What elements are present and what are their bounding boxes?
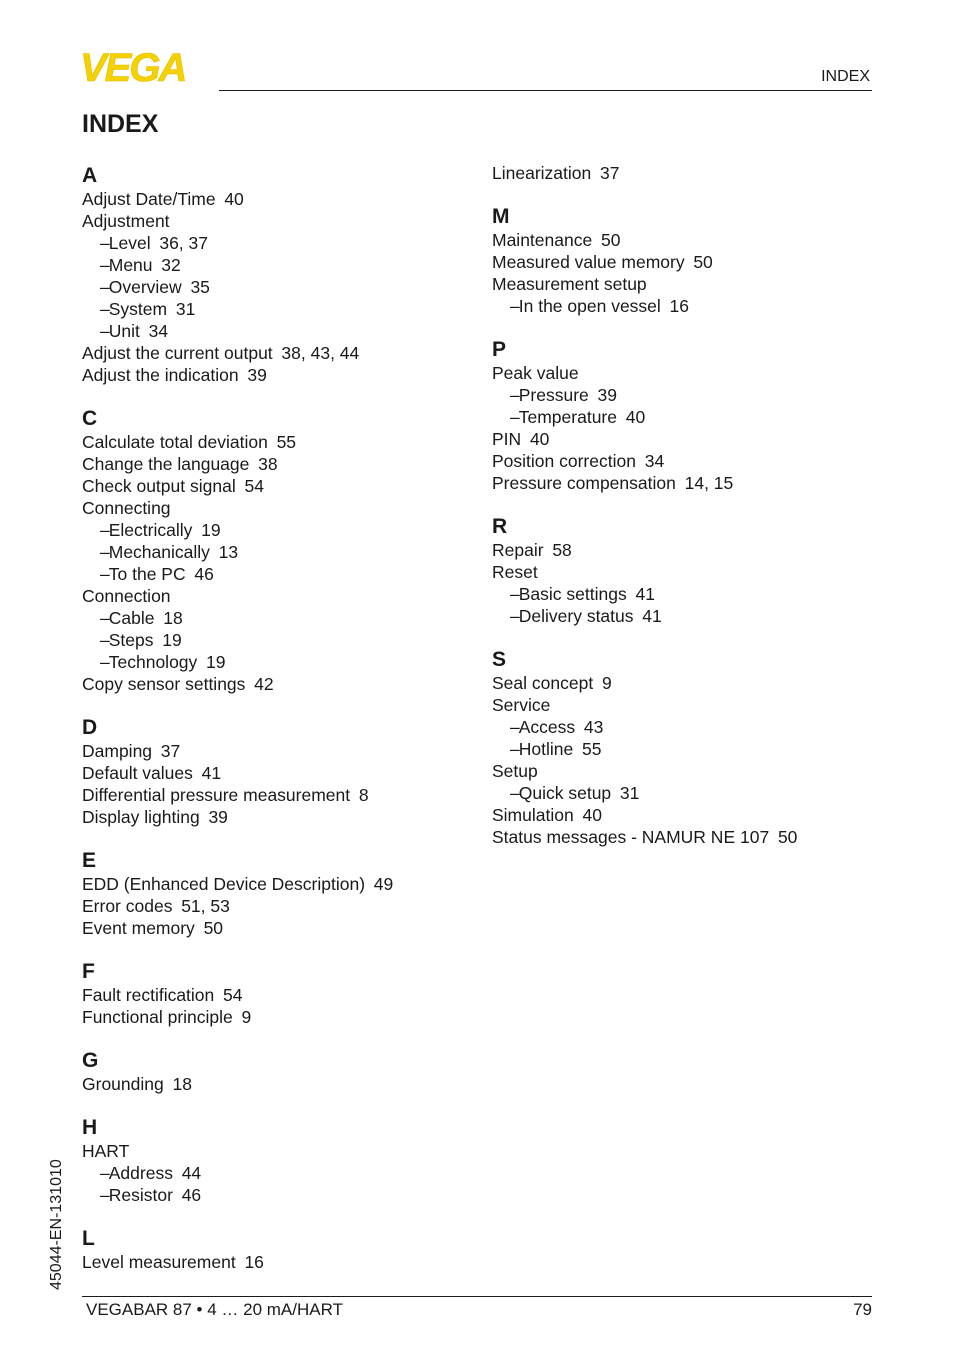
subentry-dash: – xyxy=(100,1163,110,1183)
vega-logo xyxy=(80,50,212,84)
entry-page-refs: 43 xyxy=(583,717,604,737)
index-subentry xyxy=(82,298,482,320)
index-letter-heading: E xyxy=(82,849,97,872)
subentry-dash: – xyxy=(510,407,520,427)
index-letter-heading: C xyxy=(82,407,98,430)
index-letter-heading: D xyxy=(82,716,98,739)
footer-page-number: 79 xyxy=(853,1300,872,1319)
index-subentry xyxy=(82,276,482,298)
subentry-dash: – xyxy=(510,296,520,316)
index-entry xyxy=(82,895,482,917)
index-entry xyxy=(82,1073,482,1095)
index-letter-heading: G xyxy=(82,1049,99,1072)
entry-term: Level xyxy=(108,233,151,253)
entry-term: Menu xyxy=(108,255,153,275)
entry-term: Reset xyxy=(492,562,538,582)
index-group xyxy=(82,1227,482,1273)
index-entry xyxy=(492,672,892,694)
index-entry xyxy=(82,784,482,806)
entry-term: Display lighting xyxy=(82,807,200,827)
index-column-right xyxy=(492,162,892,869)
entry-page-refs: 37 xyxy=(160,741,181,761)
entry-term: To the PC xyxy=(108,564,186,584)
entry-term: Functional principle xyxy=(82,1007,233,1027)
subentry-dash: – xyxy=(510,717,520,737)
index-subentry xyxy=(82,320,482,342)
index-entry xyxy=(82,364,482,386)
index-letter-heading: H xyxy=(82,1116,98,1139)
entry-term: Connecting xyxy=(82,498,171,518)
entry-term: Measured value memory xyxy=(492,252,685,272)
entry-term: Quick setup xyxy=(518,783,612,803)
index-entry xyxy=(82,1140,482,1162)
subentry-dash: – xyxy=(100,277,110,297)
subentry-dash: – xyxy=(100,299,110,319)
entry-term: Level measurement xyxy=(82,1252,236,1272)
subentry-dash: – xyxy=(510,739,520,759)
entry-page-refs: 42 xyxy=(254,674,274,694)
page-title: INDEX xyxy=(82,110,159,138)
entry-term: Maintenance xyxy=(492,230,593,250)
entry-page-refs: 44 xyxy=(181,1163,202,1183)
index-entry xyxy=(82,453,482,475)
entry-term: Access xyxy=(518,717,576,737)
entry-term: Electrically xyxy=(108,520,193,540)
entry-page-refs: 49 xyxy=(373,874,394,894)
entry-page-refs: 16 xyxy=(669,296,690,316)
header-divider xyxy=(219,90,872,91)
entry-term: Simulation xyxy=(492,805,574,825)
index-letter-heading: R xyxy=(492,515,508,538)
logo-wordmark: VEGA xyxy=(80,50,186,84)
subentry-dash: – xyxy=(100,608,110,628)
index-entry xyxy=(492,826,892,848)
entry-page-refs: 13 xyxy=(218,542,239,562)
document-code: 45044-EN-131010 xyxy=(48,1159,65,1290)
footer-divider xyxy=(82,1296,872,1297)
index-group xyxy=(82,960,482,1028)
entry-term: Unit xyxy=(108,321,140,341)
entry-page-refs: 35 xyxy=(190,277,210,297)
entry-term: Default values xyxy=(82,763,193,783)
entry-term: Overview xyxy=(108,277,182,297)
entry-term: Event memory xyxy=(82,918,195,938)
entry-page-refs: 58 xyxy=(552,540,572,560)
index-letter-heading: S xyxy=(492,648,507,671)
index-group xyxy=(82,407,482,695)
entry-term: Position correction xyxy=(492,451,636,471)
entry-page-refs: 9 xyxy=(241,1007,252,1027)
index-entry xyxy=(82,188,482,210)
entry-page-refs: 18 xyxy=(172,1074,192,1094)
index-entry xyxy=(82,740,482,762)
index-entry xyxy=(82,497,482,519)
index-entry xyxy=(492,760,892,782)
index-entry xyxy=(82,342,482,364)
entry-page-refs: 54 xyxy=(244,476,264,496)
index-entry xyxy=(492,162,892,184)
index-entry xyxy=(82,673,482,695)
entry-page-refs: 39 xyxy=(597,385,617,405)
entry-page-refs: 50 xyxy=(600,230,621,250)
index-subentry xyxy=(492,716,892,738)
subentry-dash: – xyxy=(100,321,110,341)
subentry-dash: – xyxy=(510,584,520,604)
entry-page-refs: 38 xyxy=(258,454,278,474)
index-subentry xyxy=(82,541,482,563)
subentry-dash: – xyxy=(100,520,110,540)
entry-term: Hotline xyxy=(518,739,574,759)
entry-term: Pressure compensation xyxy=(492,473,676,493)
index-subentry xyxy=(82,651,482,673)
subentry-dash: – xyxy=(100,255,110,275)
index-letter-heading: L xyxy=(82,1227,95,1250)
index-subentry xyxy=(82,232,482,254)
entry-term: Error codes xyxy=(82,896,173,916)
entry-term: Steps xyxy=(108,630,154,650)
subentry-dash: – xyxy=(100,652,110,672)
index-entry xyxy=(82,984,482,1006)
index-subentry xyxy=(492,295,892,317)
index-entry xyxy=(492,251,892,273)
entry-page-refs: 16 xyxy=(244,1252,264,1272)
index-entry xyxy=(492,273,892,295)
entry-page-refs: 37 xyxy=(599,163,620,183)
index-subentry xyxy=(82,519,482,541)
index-subentry xyxy=(492,384,892,406)
entry-term: Adjustment xyxy=(82,211,170,231)
entry-page-refs: 41 xyxy=(635,584,655,604)
index-subentry xyxy=(492,406,892,428)
entry-term: Linearization xyxy=(492,163,592,183)
entry-page-refs: 51, 53 xyxy=(181,896,230,916)
index-subentry xyxy=(492,782,892,804)
entry-term: System xyxy=(108,299,168,319)
subentry-dash: – xyxy=(100,630,110,650)
index-group xyxy=(82,164,482,386)
index-entry xyxy=(492,229,892,251)
index-entry xyxy=(492,694,892,716)
index-group xyxy=(82,1049,482,1095)
entry-term: Mechanically xyxy=(108,542,210,562)
entry-page-refs: 50 xyxy=(203,918,224,938)
subentry-dash: – xyxy=(100,542,110,562)
index-subentry xyxy=(82,254,482,276)
entry-page-refs: 36, 37 xyxy=(159,233,208,253)
index-group xyxy=(492,648,892,848)
index-entry xyxy=(82,806,482,828)
entry-page-refs: 41 xyxy=(642,606,662,626)
index-entry xyxy=(82,210,482,232)
index-entry xyxy=(492,450,892,472)
entry-term: Resistor xyxy=(108,1185,173,1205)
entry-term: In the open vessel xyxy=(518,296,661,316)
entry-page-refs: 34 xyxy=(644,451,665,471)
entry-term: Pressure xyxy=(518,385,589,405)
index-letter-heading: F xyxy=(82,960,95,983)
index-subentry xyxy=(82,607,482,629)
index-entry xyxy=(492,472,892,494)
entry-term: Damping xyxy=(82,741,153,761)
entry-page-refs: 9 xyxy=(601,673,612,693)
entry-page-refs: 38, 43, 44 xyxy=(281,343,360,363)
index-entry xyxy=(492,428,892,450)
entry-page-refs: 32 xyxy=(161,255,181,275)
entry-term: Connection xyxy=(82,586,171,606)
entry-term: EDD (Enhanced Device Description) xyxy=(82,874,366,894)
entry-term: Fault rectification xyxy=(82,985,215,1005)
index-subentry xyxy=(82,629,482,651)
entry-term: Peak value xyxy=(492,363,579,383)
entry-term: Calculate total deviation xyxy=(82,432,268,452)
index-entry xyxy=(492,362,892,384)
footer-product-name: VEGABAR 87 • 4 … 20 mA/HART xyxy=(86,1300,343,1319)
entry-page-refs: 19 xyxy=(206,652,226,672)
entry-page-refs: 55 xyxy=(276,432,297,452)
entry-page-refs: 14, 15 xyxy=(684,473,734,493)
entry-term: Differential pressure measurement xyxy=(82,785,351,805)
entry-page-refs: 54 xyxy=(223,985,243,1005)
entry-page-refs: 39 xyxy=(247,365,267,385)
index-entry xyxy=(82,917,482,939)
subentry-dash: – xyxy=(100,233,110,253)
entry-term: Cable xyxy=(108,608,155,628)
entry-page-refs: 18 xyxy=(163,608,183,628)
entry-term: Status messages - NAMUR NE 107 xyxy=(492,827,770,847)
entry-term: Adjust the indication xyxy=(82,365,239,385)
entry-page-refs: 31 xyxy=(175,299,196,319)
index-entry xyxy=(82,1006,482,1028)
index-entry xyxy=(492,539,892,561)
entry-term: Setup xyxy=(492,761,538,781)
index-group xyxy=(82,1116,482,1206)
index-subentry xyxy=(82,1184,482,1206)
entry-page-refs: 41 xyxy=(201,763,222,783)
index-entry xyxy=(82,475,482,497)
entry-page-refs: 50 xyxy=(693,252,713,272)
index-subentry xyxy=(492,738,892,760)
entry-page-refs: 19 xyxy=(162,630,182,650)
entry-page-refs: 55 xyxy=(581,739,602,759)
index-group xyxy=(492,338,892,494)
index-subentry xyxy=(82,563,482,585)
entry-page-refs: 40 xyxy=(582,805,602,825)
entry-term: Address xyxy=(108,1163,173,1183)
entry-page-refs: 40 xyxy=(224,189,244,209)
entry-term: Adjust the current output xyxy=(82,343,273,363)
index-entry xyxy=(82,873,482,895)
entry-term: Grounding xyxy=(82,1074,164,1094)
subentry-dash: – xyxy=(510,606,520,626)
entry-term: Seal concept xyxy=(492,673,594,693)
entry-page-refs: 46 xyxy=(194,564,214,584)
entry-page-refs: 46 xyxy=(181,1185,202,1205)
entry-term: Delivery status xyxy=(518,606,634,626)
index-subentry xyxy=(492,605,892,627)
index-letter-heading: A xyxy=(82,164,98,187)
entry-term: Temperature xyxy=(518,407,617,427)
index-column-left xyxy=(82,164,482,1294)
entry-term: HART xyxy=(82,1141,130,1161)
entry-page-refs: 34 xyxy=(148,321,169,341)
entry-term: Measurement setup xyxy=(492,274,647,294)
entry-term: Copy sensor settings xyxy=(82,674,246,694)
entry-term: Service xyxy=(492,695,551,715)
entry-term: PIN xyxy=(492,429,522,449)
index-subentry xyxy=(492,583,892,605)
index-subentry xyxy=(82,1162,482,1184)
entry-page-refs: 8 xyxy=(358,785,369,805)
index-group xyxy=(82,849,482,939)
entry-page-refs: 39 xyxy=(208,807,228,827)
entry-term: Check output signal xyxy=(82,476,236,496)
entry-term: Adjust Date/Time xyxy=(82,189,216,209)
index-entry xyxy=(492,561,892,583)
header-section-label: INDEX xyxy=(821,68,870,85)
index-group xyxy=(82,716,482,828)
entry-term: Change the language xyxy=(82,454,250,474)
entry-term: Repair xyxy=(492,540,544,560)
index-letter-heading: M xyxy=(492,205,510,228)
subentry-dash: – xyxy=(510,385,520,405)
subentry-dash: – xyxy=(100,1185,110,1205)
index-entry xyxy=(82,431,482,453)
entry-term: Technology xyxy=(108,652,198,672)
index-entry xyxy=(82,762,482,784)
entry-page-refs: 40 xyxy=(529,429,550,449)
entry-page-refs: 31 xyxy=(619,783,640,803)
entry-page-refs: 50 xyxy=(777,827,798,847)
index-group xyxy=(492,162,892,184)
index-letter-heading: P xyxy=(492,338,507,361)
index-entry xyxy=(492,804,892,826)
index-group xyxy=(492,205,892,317)
index-group xyxy=(492,515,892,627)
index-entry xyxy=(82,1251,482,1273)
entry-page-refs: 40 xyxy=(625,407,646,427)
subentry-dash: – xyxy=(510,783,520,803)
index-entry xyxy=(82,585,482,607)
subentry-dash: – xyxy=(100,564,110,584)
entry-term: Basic settings xyxy=(518,584,627,604)
entry-page-refs: 19 xyxy=(201,520,221,540)
